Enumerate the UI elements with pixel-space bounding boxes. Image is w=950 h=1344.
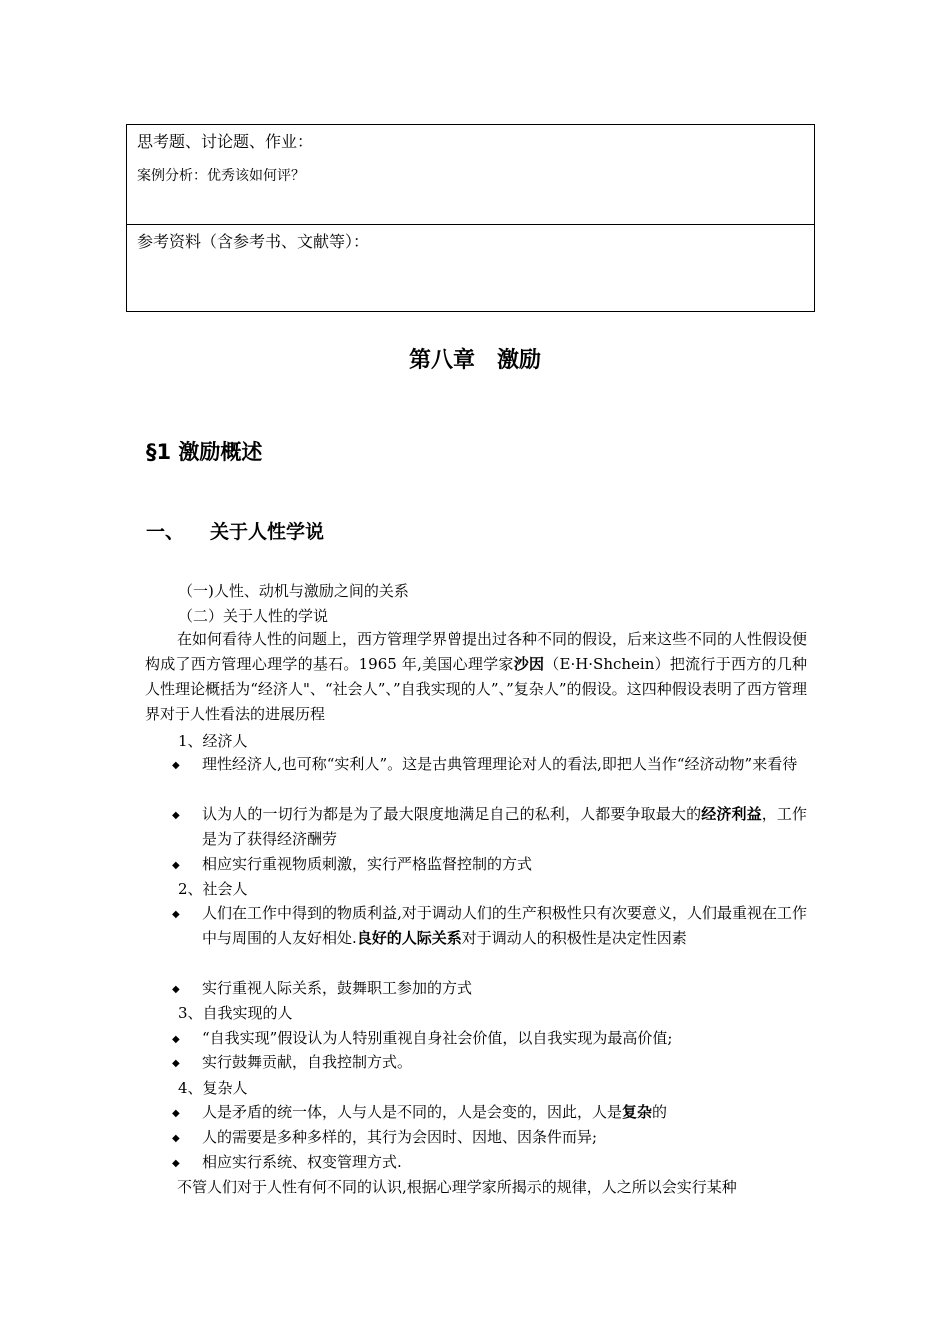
case-analysis-text: 案例分析：优秀该如何评？ <box>137 168 305 184</box>
complex-b1-text: 人是矛盾的统一体，人与人是不同的，人是会变的，因此，人是 <box>202 1103 623 1121</box>
homework-title: 思考题、讨论题、作业： <box>137 132 314 151</box>
bullet-diamond-icon: ◆ <box>172 1158 180 1169</box>
econ-title: 1、经济人 <box>178 732 248 750</box>
social-bullet-1 <box>202 901 807 951</box>
bullet-diamond-icon: ◆ <box>172 1058 180 1069</box>
social-title: 2、社会人 <box>178 880 248 898</box>
econ-b2-text: 认为人的一切行为都是为了最大限度地满足自己的私利，人都要争取最大的 <box>202 805 702 823</box>
complex-bullet-1 <box>202 1100 807 1125</box>
references-title: 参考资料（含参考书、文献等）： <box>137 232 370 251</box>
heading-text: 关于人性学说 <box>210 521 325 543</box>
social-b1-bold: 良好的人际关系 <box>356 929 462 947</box>
econ-bullet-1: 理性经济人,也可称“实利人”。这是古典管理理论对人的看法,即把人当作“经济动物”来看待 <box>202 755 798 773</box>
intro-text-1: 在如何看待人性的问题上，西方管理学界曾提出过各种不同的假设，后来这些不同的人性假设便构成了西方管理心理学的基石。1965 年,美国心理学家 <box>145 630 808 673</box>
homework-box <box>126 124 815 225</box>
bullet-diamond-icon: ◆ <box>172 909 180 920</box>
self-title: 3、自我实现的人 <box>178 1004 293 1022</box>
social-b1-text: 人们在工作中得到的物质利益,对于调动人们的生产积极性只有次要意义，人们最重视在工作中与周围的人友好相处. <box>202 904 807 947</box>
intro-text-2: （E·H·Shchein）把流行于西方的几种人性理论概括为“经济人"、“社会人”、”自我实现的人”、”复杂人”的假设。这四种假设表明了西方管理界对于人性看法的进展历程 <box>145 655 807 723</box>
closing-paragraph: 不管人们对于人性有何不同的认识,根据心理学家所揭示的规律，人之所以会实行某种 <box>177 1178 737 1196</box>
bullet-diamond-icon: ◆ <box>172 1034 180 1045</box>
bullet-diamond-icon: ◆ <box>172 760 180 771</box>
intro-bold-name: 沙因 <box>513 655 545 673</box>
subheading-2: （二）关于人性的学说 <box>178 607 329 625</box>
bullet-diamond-icon: ◆ <box>172 1133 180 1144</box>
social-bullet-2: 实行重视人际关系，鼓舞职工参加的方式 <box>202 979 473 997</box>
section-title: §1 激励概述 <box>146 440 263 464</box>
heading-number: 一、 <box>146 521 185 543</box>
intro-paragraph <box>145 627 807 727</box>
chapter-title: 第八章 激励 <box>408 348 541 373</box>
social-b1-text-end: 对于调动人的积极性是决定性因素 <box>461 929 687 947</box>
self-bullet-2: 实行鼓舞贡献，自我控制方式。 <box>202 1053 413 1071</box>
heading-human-nature <box>146 517 324 544</box>
econ-b2-text-end: ，工作是为了获得经济酬劳 <box>202 805 807 848</box>
subheading-1: （一)人性、动机与激励之间的关系 <box>178 582 409 600</box>
complex-title: 4、复杂人 <box>178 1079 248 1097</box>
econ-b2-bold: 经济利益 <box>701 805 762 823</box>
econ-bullet-3: 相应实行重视物质刺激，实行严格监督控制的方式 <box>202 855 533 873</box>
bullet-diamond-icon: ◆ <box>172 1108 180 1119</box>
complex-bullet-3: 相应实行系统、权变管理方式. <box>202 1153 402 1171</box>
bullet-diamond-icon: ◆ <box>172 860 180 871</box>
econ-bullet-2 <box>202 802 807 852</box>
complex-bullet-2: 人的需要是多种多样的，其行为会因时、因地、因条件而异; <box>202 1128 598 1146</box>
complex-b1-bold: 复杂 <box>622 1103 653 1121</box>
bullet-diamond-icon: ◆ <box>172 984 180 995</box>
bullet-diamond-icon: ◆ <box>172 810 180 821</box>
complex-b1-text-end: 的 <box>652 1103 668 1121</box>
references-box <box>126 224 815 312</box>
self-bullet-1: “自我实现”假设认为人特别重视自身社会价值，以自我实现为最高价值; <box>202 1029 673 1047</box>
